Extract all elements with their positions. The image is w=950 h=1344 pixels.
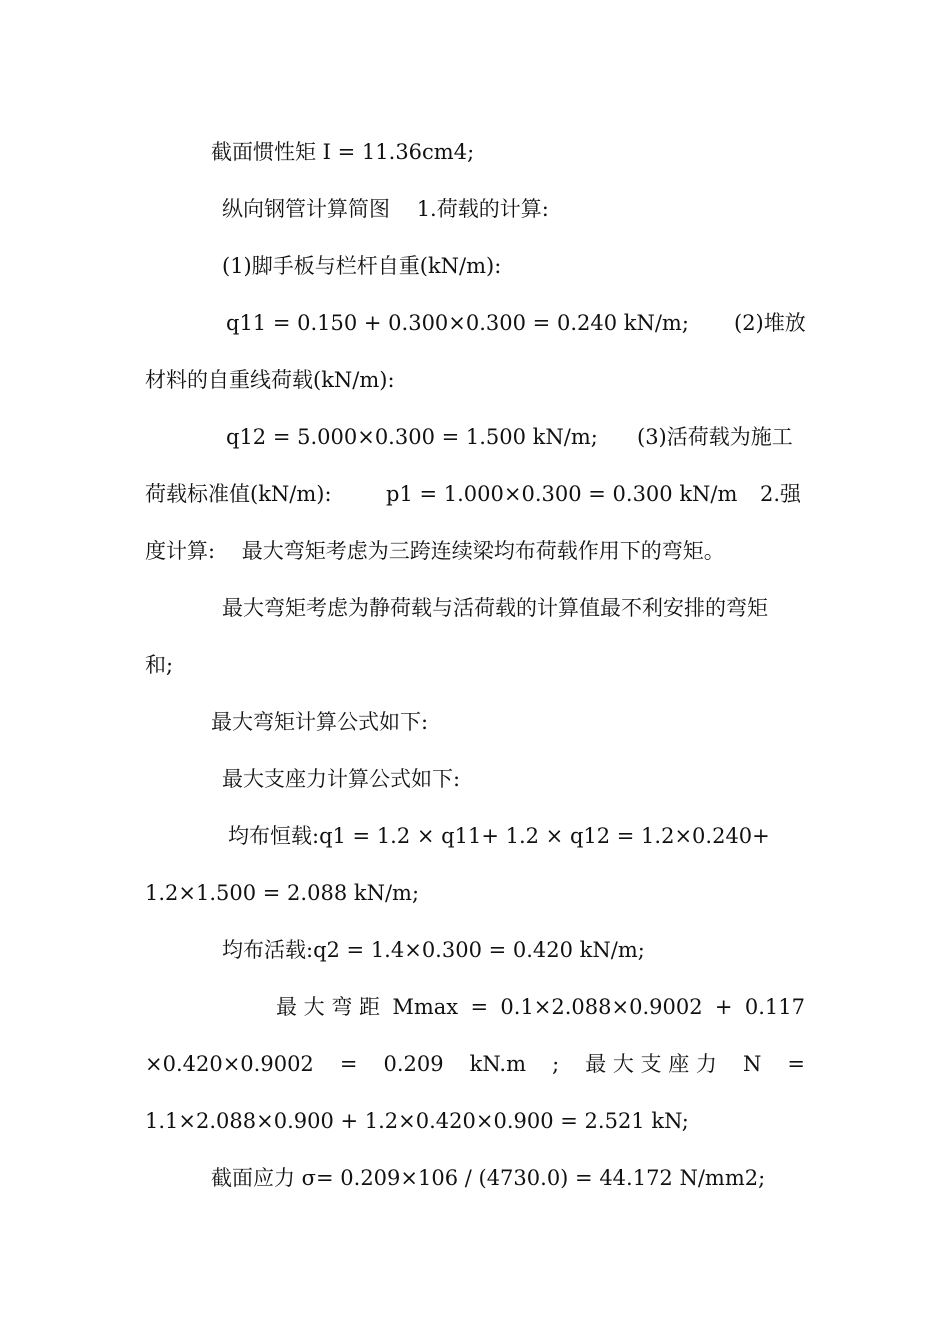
stacked-material-heading-end: 材料的自重线荷载(kN/m): [145, 368, 395, 392]
moment-term-2-start: 0.117 [744, 995, 805, 1019]
self-weight-heading: (1)脚手板与栏杆自重(kN/m): [222, 254, 502, 278]
max-support-force-result: 1.1×2.088×0.900 + 1.2×0.420×0.900 = 2.521 kN; [145, 1109, 689, 1133]
q12-formula: q12 = 5.000×0.300 = 1.500 kN/m; [226, 425, 598, 449]
strength-heading-start: 2.强 [760, 482, 802, 506]
max-moment-formula-heading: 最大弯矩计算公式如下: [211, 710, 429, 734]
live-load-heading-end: 荷载标准值(kN/m): [145, 482, 332, 506]
mmax-unit: kN.m [469, 1052, 527, 1076]
max-moment-result-line [145, 1049, 805, 1079]
max-moment-formula-line [276, 992, 805, 1022]
uniform-live-load-formula: 均布活载:q2 = 1.4×0.300 = 0.420 kN/m; [222, 938, 645, 962]
semicolon: ; [552, 1052, 560, 1076]
mmax-value: 0.209 [383, 1052, 444, 1076]
uniform-dead-load-formula: 均布恒载:q1 = 1.2 × q11+ 1.2 × q12 = 1.2×0.240+ [228, 824, 770, 848]
q11-formula: q11 = 0.150 + 0.300×0.300 = 0.240 kN/m; [226, 311, 689, 335]
live-load-heading-start: (3)活荷载为施工 [637, 425, 793, 449]
max-moment-description: 最大弯矩考虑为静荷载与活荷载的计算值最不利安排的弯矩 [222, 596, 768, 620]
p1-formula: p1 = 1.000×0.300 = 0.300 kN/m [386, 482, 738, 506]
max-support-force-label: 最 大 支 座 力 [585, 1052, 717, 1076]
max-moment-description-end: 和; [145, 653, 174, 677]
equals-sign: = [787, 1052, 805, 1076]
equals-sign: = [470, 995, 489, 1019]
strength-calculation-text: 度计算: 最大弯矩考虑为三跨连续梁均布荷载作用下的弯矩。 [145, 539, 725, 563]
plus-sign: + [714, 995, 733, 1019]
stacked-material-heading-start: (2)堆放 [734, 311, 806, 335]
n-symbol: N [742, 1052, 762, 1076]
max-support-force-formula-heading: 最大支座力计算公式如下: [222, 767, 461, 791]
diagram-caption-load-heading: 纵向钢管计算简图 1.荷载的计算: [222, 197, 549, 221]
max-moment-label: 最 大 弯 距 [276, 995, 381, 1019]
moment-term-2-end: ×0.420×0.9002 [145, 1052, 314, 1076]
moment-term-1: 0.1×2.088×0.9002 [500, 995, 703, 1019]
mmax-symbol: Mmax [392, 995, 459, 1019]
equals-sign: = [339, 1052, 358, 1076]
moment-of-inertia-text: 截面惯性矩 I = 11.36cm4; [211, 140, 475, 164]
section-stress-formula: 截面应力 σ= 0.209×106 / (4730.0) = 44.172 N/mm2; [211, 1166, 766, 1190]
uniform-dead-load-result: 1.2×1.500 = 2.088 kN/m; [145, 881, 420, 905]
